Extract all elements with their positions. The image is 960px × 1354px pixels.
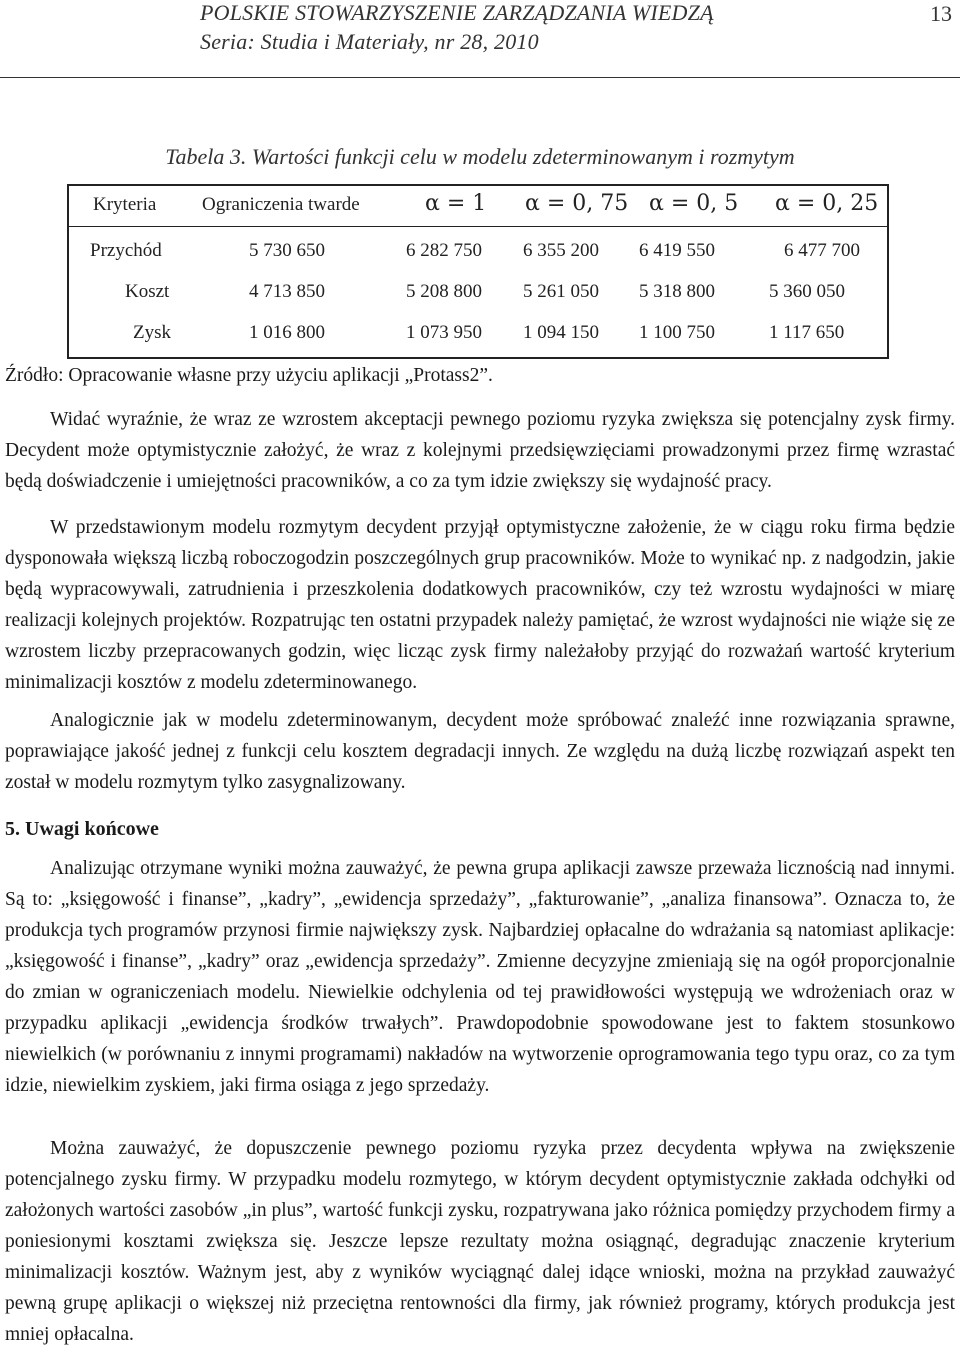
column-header: α = 1 [425,191,487,216]
header-rule [0,77,960,78]
table-caption: Tabela 3. Wartości funkcji celu w modelu zdeterminowanym i rozmytym [165,144,795,169]
table-cell: 5 208 800 [406,281,482,302]
paragraph: Analizując otrzymane wyniki można zauważyć, że pewna grupa aplikacji zawsze przeważa licznością nad innymi. Są to: „księgowość i finanse”, „kadry”, „ewidencja sprzedaży”, „fakturowanie”, „analiza finansowa”. Oznacza to, że produkcja tych programów przynosi firmie największy zysk. Najbardziej opłacalne do wdrażania są natomiast aplikacje: „księgowość i finanse”, „kadry” oraz „ewidencja sprzedaży”. Zmienne decyzyjne zmieniają się na ogół proporcjonalnie do zmian w ograniczeniach modelu. Niewielkie odchylenia od tej prawidłowości występują we wdrożeniach oraz w przypadku aplikacji „ewidencja środków trwałych”. Prawdopodobnie spowodowane jest to faktem stosunkowo niewielkich (w porównaniu z innymi programami) nakładów na wytworzenie oprogramowania tego typu oraz, co za tym idzie, niewielkim zyskiem, jaki firma osiąga z jego sprzedaży. [5,858,955,1096]
paragraph: W przedstawionym modelu rozmytym decydent przyjął optymistyczne założenie, że w ciągu roku firma będzie dysponowała większą liczbą roboczogodzin poszczególnych grup pracowników. Może to wynikać np. z nadgodzin, jakie będą wypracowywali, zatrudnienia i przeszkolenia dodatkowych pracowników, czy też wzrostu wydajności w miarę realizacji kolejnych projektów. Rozpatrując ten ostatni przypadek należy pamiętać, że wzrost wydajności nie wiąże się ze wzrostem liczby przepracowanych godzin, więc licząc zysk firmy należałoby przyjąć do rozważań wartość kryterium minimalizacji kosztów z modelu zdeterminowanego. [5,517,955,693]
column-header: α = 0, 75 [525,191,629,216]
journal-title: POLSKIE STOWARZYSZENIE ZARZĄDZANIA WIEDZĄ [200,0,714,25]
table-cell: 5 360 050 [769,281,845,302]
results-table [67,184,889,359]
table-cell: 1 100 750 [639,322,715,343]
table-header-divider [69,226,887,227]
column-header: α = 0, 25 [775,191,879,216]
page-header [0,0,960,80]
table-cell: 5 318 800 [639,281,715,302]
table-cell: 5 730 650 [249,240,325,261]
page-number: 13 [930,1,952,26]
table-cell: 1 016 800 [249,322,325,343]
table-cell: 4 713 850 [249,281,325,302]
paragraph: Można zauważyć, że dopuszczenie pewnego poziomu ryzyka przez decydenta wpływa na zwiększenie potencjalnego zysku firmy. W przypadku modelu rozmytego, w którym decydent optymistycznie zakłada odchyłki od założonych wartości zasobów „in plus”, wartość funkcji zysku, rozpatrywana jako różnica pomiędzy przychodem firmy a poniesionymi kosztami zwiększa się. Jeszcze lepsze rezultaty można osiągnąć, degradując znaczenie kryterium minimalizacji kosztów. Ważnym jest, aby z wyników wyciągnąć dalej idące wnioski, można na przykład zauważyć pewną grupę aplikacji o większej niż przeciętna rentowności dla firmy, jak również programy, których produkcja jest mniej opłacalna. [5,1138,955,1345]
table-cell: 6 355 200 [523,240,599,261]
journal-series: Seria: Studia i Materiały, nr 28, 2010 [200,29,539,54]
section-title: 5. Uwagi końcowe [5,818,159,840]
column-header: Ograniczenia twarde [202,194,360,215]
table-header-row [69,191,887,230]
table-cell: 1 094 150 [523,322,599,343]
table-source: Źródło: Opracowanie własne przy użyciu aplikacji „Protass2”. [5,365,493,386]
table-cell: 1 073 950 [406,322,482,343]
table-cell: 6 419 550 [639,240,715,261]
table-cell: 6 282 750 [406,240,482,261]
column-header: α = 0, 5 [649,191,739,216]
paragraph: Widać wyraźnie, że wraz ze wzrostem akceptacji pewnego poziomu ryzyka zwiększa się potencjalny zysk firmy. Decydent może optymistycznie założyć, że wraz z kolejnymi przedsięwzięciami prowadzonymi przez firmę wzrastać będą doświadczenie i umiejętności pracowników, a co za tym idzie zwiększy się wydajność pracy. [5,409,955,492]
table-cell: 6 477 700 [784,240,860,261]
paragraph: Analogicznie jak w modelu zdeterminowanym, decydent może spróbować znaleźć inne rozwiązania sprawne, poprawiające jakość jednej z funkcji celu kosztem degradacji innych. Ze względu na dużą liczbę rozwiązań aspekt ten został w modelu rozmytym tylko zasygnalizowany. [5,710,955,793]
row-label: Koszt [125,281,170,302]
table-cell: 5 261 050 [523,281,599,302]
row-label: Zysk [133,322,171,343]
column-header: Kryteria [93,194,157,215]
table-cell: 1 117 650 [769,322,845,343]
row-label: Przychód [90,240,162,261]
